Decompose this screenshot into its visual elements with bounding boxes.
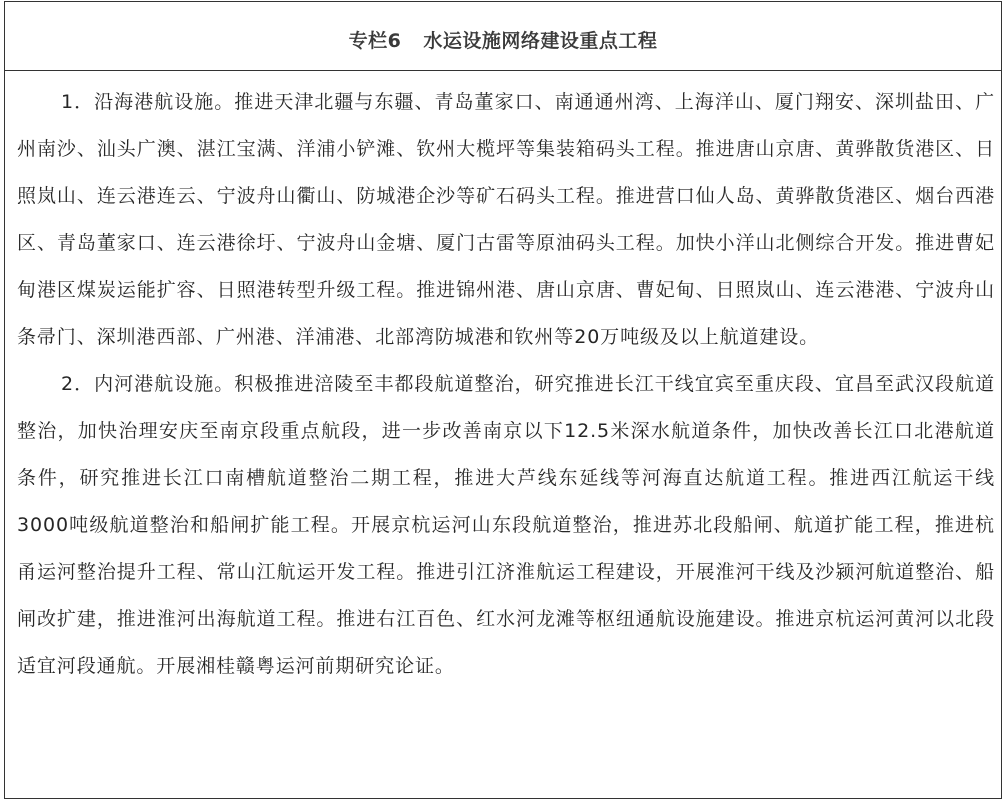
section-number: 1． [61,91,95,113]
section-body: 推进天津北疆与东疆、青岛董家口、南通通州湾、上海洋山、厦门翔安、深圳盐田、广州南沙、汕头广澳、湛江宝满、洋浦小铲滩、钦州大榄坪等集装箱码头工程。推进唐山京唐、黄骅散货港区、日照岚山、连云港连云、宁波舟山衢山、防城港企沙等矿石码头工程。推进营口仙人岛、黄骅散货港区、烟台西港区、青岛董家口、连云港徐圩、宁波舟山金塘、厦门古雷等原油码头工程。加快小洋山北侧综合开发。推进曹妃甸港区煤炭运能扩容、日照港转型升级工程。推进锦州港、唐山京唐、曹妃甸、日照岚山、连云港港、宁波舟山条帚门、深圳港西部、广州港、洋浦港、北部湾防城港和钦州等20万吨级及以上航道建设。 [17,91,995,348]
title-row [5,2,1001,71]
section-heading: 内河港航设施。 [94,373,235,395]
section-inland [17,361,995,690]
column-box [4,1,1002,799]
column-title-text: 水运设施网络建设重点工程 [423,29,658,52]
column-label: 专栏6 [348,29,402,52]
column-title [349,26,658,53]
section-body: 积极推进涪陵至丰都段航道整治，研究推进长江干线宜宾至重庆段、宜昌至武汉段航道整治，加快治理安庆至南京段重点航段，进一步改善南京以下12.5米深水航道条件，加快改善长江口北港航道条件，研究推进长江口南槽航道整治二期工程，推进大芦线东延线等河海直达航道工程。推进西江航运干线3000吨级航道整治和船闸扩能工程。开展京杭运河山东段航道整治，推进苏北段船闸、航道扩能工程，推进杭甬运河整治提升工程、常山江航运开发工程。推进引江济淮航运工程建设，开展淮河干线及沙颍河航道整治、船闸改扩建，推进淮河出海航道工程。推进右江百色、红水河龙滩等枢纽通航设施建设。推进京杭运河黄河以北段适宜河段通航。开展湘桂赣粤运河前期研究论证。 [17,373,995,677]
section-coastal [17,79,995,361]
section-number: 2． [61,373,95,395]
content-area [5,71,1001,690]
section-heading: 沿海港航设施。 [94,91,235,113]
